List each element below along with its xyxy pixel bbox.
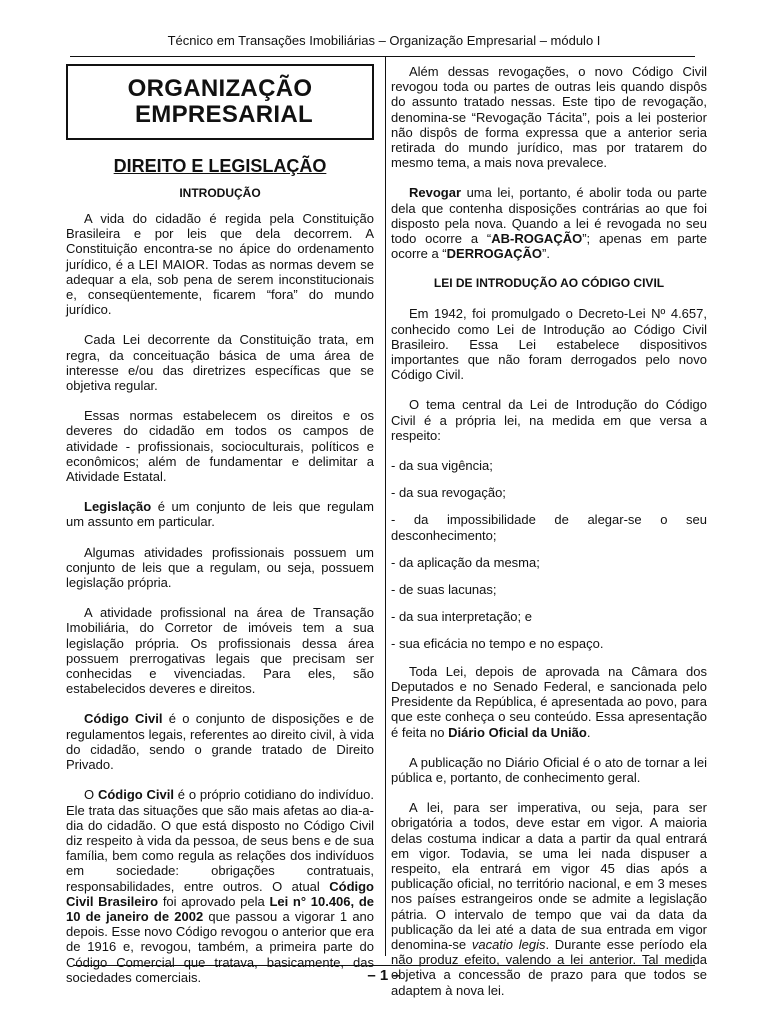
document-title bbox=[127, 76, 313, 128]
title-line-2: EMPRESARIAL bbox=[135, 101, 313, 128]
list-item: - de suas lacunas; bbox=[391, 582, 497, 598]
paragraph: Essas normas estabelecem os direitos e os deveres do cidadão em todos os campos de atividade - profissionais, socioculturais, políticos e econômicos; além de fundamentar e delimitar a Atividade Estatal. bbox=[66, 408, 374, 485]
term-ab-rogacao: AB-ROGAÇÃO bbox=[491, 231, 583, 247]
term-codigo-civil-brasileiro: Código Civil Brasileiro bbox=[66, 878, 374, 909]
paragraph: O Código Civil é o próprio cotidiano do indivíduo. Ele trata das situações que são mais afetas ao dia-a-dia do cidadão. O que está disposto no Código Civil diz respeito à vida da pessoa, de seus bens e de sua família, bem como regula as relações dos indivíduos em sociedade: obrigações contratuais, responsabilidades, entre outros. O atual Código Civil Brasileiro foi aprovado pela Lei n° 10.406, de 10 de janeiro de 2002 que passou a vigorar 1 ano depois. Esse novo Código revogou o anterior que era de 1916 e, revogou, também, a primeira parte do Código Comercial que tratava, basicamente, das sociedades comerciais. bbox=[66, 787, 375, 985]
paragraph: Algumas atividades profissionais possuem um conjunto de leis que a regulam, ou seja, possuem legislação própria. bbox=[66, 544, 374, 591]
term-legislacao: Legislação bbox=[84, 499, 152, 515]
running-header: Técnico em Transações Imobiliárias – Organização Empresarial – módulo I bbox=[167, 33, 601, 48]
paragraph: A vida do cidadão é regida pela Constituição Brasileira e por leis que dela decorrem. A Constituição encontra-se no ápice do ordenamento jurídico, é a LEI MAIOR. Todas as normas devem se adequar a ela, sob pena de serem inconstitucionais e, conseqüentemente, ficarem “fora” do mundo jurídico. bbox=[66, 211, 374, 318]
column-divider bbox=[385, 57, 386, 956]
paragraph: O tema central da Lei de Introdução do Código Civil é a própria lei, na medida em que versa a respeito: bbox=[391, 397, 707, 443]
paragraph: A lei, para ser imperativa, ou seja, para ser obrigatória a todos, deve estar em vigor. A maioria delas costuma indicar a data a partir da qual entrará em vigor. Todavia, se uma lei nada dispuser a respeito, ela entrará em vigor 45 dias após a publicação oficial, no território nacional, e em 3 meses nos países estrangeiros onde se admite a legislação pátria. O intervalo de tempo que vai da data da publicação da lei até a data de sua entrada em vigor denomina-se vacatio legis. Durante esse período ela não produz efeito, valendo a lei anterior. Tal medida objetiva a concessão de prazo para que todos se adaptem à nova lei. bbox=[391, 800, 707, 998]
paragraph: Toda Lei, depois de aprovada na Câmara dos Deputados e no Senado Federal, e sancionada pelo Presidente da República, é apresentada ao povo, para que este conheça o seu conteúdo. Essa apresentação é feita no Diário Oficial da União. bbox=[391, 663, 707, 740]
paragraph: Em 1942, foi promulgado o Decreto-Lei Nº 4.657, conhecido como Lei de Introdução ao Código Civil Brasileiro. Essa Lei estabelece dispositivos importantes que não foram derrogados pelo novo Código Civil. bbox=[391, 306, 707, 383]
left-column bbox=[66, 64, 374, 1000]
title-line-1: ORGANIZAÇÃO bbox=[127, 75, 313, 102]
page-number: – 1 – bbox=[367, 967, 401, 984]
paragraph: Legislação é um conjunto de leis que regulam um assunto em particular. bbox=[66, 499, 374, 530]
paragraph: A atividade profissional na área de Transação Imobiliária, do Corretor de imóveis tem a sua legislação própria. Os profissionais dessa área possuem prerrogativas legais que precisam ser conhecidas e vivenciadas. Para eles, são estabelecidos deveres e direitos. bbox=[66, 605, 374, 697]
subheading-introducao: INTRODUÇÃO bbox=[179, 186, 261, 200]
section-title: DIREITO E LEGISLAÇÃO bbox=[113, 156, 327, 176]
paragraph: Além dessas revogações, o novo Código Civil revogou toda ou partes de outras leis quando dispôs do assunto tratado nessas. Este tipo de revogação, denomina-se “Revogação Tácita”, pois a lei posterior não dispôs de forma expressa que a anterior seria retirada do mundo jurídico, mas por tratarem do mesmo tema, a mais nova prevalece. bbox=[391, 64, 707, 171]
list-item: - da sua interpretação; e bbox=[391, 609, 532, 625]
term-codigo-civil: Código Civil bbox=[97, 787, 174, 803]
paragraph: Cada Lei decorrente da Constituição trata, em regra, da conceituação básica de uma área de interesse e/ou das diretrizes específicas que se objetiva regular. bbox=[66, 332, 374, 394]
term-vacatio-legis: vacatio legis bbox=[471, 936, 546, 952]
header-rule bbox=[70, 56, 695, 57]
list-item: - da aplicação da mesma; bbox=[391, 554, 540, 570]
paragraph: Revogar uma lei, portanto, é abolir toda ou parte dela que contenha disposições contrárias ao que foi disposto pela nova. Quando a lei é revogada no seu todo ocorre a “AB-ROGAÇÃO”; apenas em parte ocorre a “DERROGAÇÃO”. bbox=[391, 185, 707, 262]
title-box bbox=[66, 64, 374, 140]
paragraph: Código Civil é o conjunto de disposições e de regulamentos legais, referentes ao direito civil, à vida do cidadão, sendo o grande tratado de Direito Privado. bbox=[66, 711, 374, 773]
term-derrogacao: DERROGAÇÃO bbox=[446, 246, 542, 262]
footer-rule bbox=[73, 965, 695, 966]
list-item: - sua eficácia no tempo e no espaço. bbox=[391, 636, 604, 652]
list-item: - da sua revogação; bbox=[391, 485, 506, 501]
paragraph: A publicação no Diário Oficial é o ato de tornar a lei pública e, portanto, de conhecimento geral. bbox=[391, 754, 707, 785]
term-codigo-civil: Código Civil bbox=[84, 711, 163, 727]
list-item: - da sua vigência; bbox=[391, 458, 493, 474]
term-diario-oficial: Diário Oficial da União bbox=[448, 724, 587, 740]
term-revogar: Revogar bbox=[409, 185, 462, 201]
right-column bbox=[391, 64, 707, 1013]
subheading-lei-introducao: LEI DE INTRODUÇÃO AO CÓDIGO CIVIL bbox=[433, 276, 665, 291]
list-item: - da impossibilidade de alegar-se o seu desconhecimento; bbox=[391, 512, 707, 543]
law-reference: Lei n° 10.406, de 10 de janeiro de 2002 bbox=[66, 893, 374, 924]
